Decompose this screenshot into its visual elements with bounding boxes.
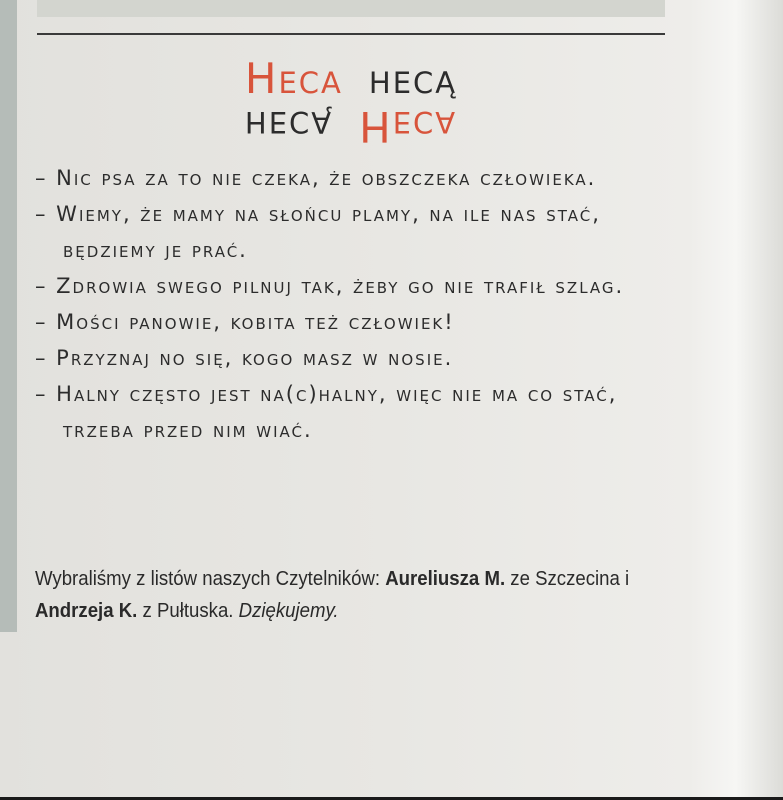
- title-mirrored-word-1: hecą: [244, 102, 334, 151]
- title-mirrored: [37, 102, 665, 151]
- credits-intro: Wybraliśmy z listów naszych Czytelników:: [35, 568, 386, 590]
- top-box: [37, 0, 665, 17]
- section-divider: [37, 33, 665, 35]
- left-color-strip: [0, 0, 17, 632]
- saying-item: – Wiemy, że mamy na słońcu plamy, na ile nas stać, będziemy je prać.: [35, 202, 601, 262]
- credits-name-2: Andrzeja K.: [35, 600, 138, 622]
- saying-item: – Zdrowia swego pilnuj tak, żeby go nie trafił szlag.: [35, 274, 625, 298]
- title-word-2: hecą: [368, 54, 458, 103]
- credits-mid-2: z Pułtuska.: [137, 600, 239, 622]
- saying-item: – Przyznaj no się, kogo masz w nosie.: [35, 346, 454, 370]
- saying-item: – Mości panowie, kobita też człowiek!: [35, 310, 455, 334]
- credits-paragraph: [35, 563, 640, 627]
- title-word-1: Heca: [244, 54, 343, 103]
- title-mirrored-word-2: Heca: [359, 102, 458, 151]
- credits-thanks: Dziękujemy.: [238, 600, 339, 622]
- saying-item: – Nic psa za to nie czeka, że obszczeka człowieka.: [35, 166, 597, 190]
- saying-item: – Halny często jest na(c)halny, więc nie ma co stać, trzeba przed nim wiać.: [35, 382, 618, 442]
- title: [37, 54, 665, 103]
- sayings-list: [35, 160, 675, 448]
- credits-mid-1: ze Szczecina i: [505, 568, 630, 590]
- credits-name-1: Aureliusza M.: [385, 568, 506, 590]
